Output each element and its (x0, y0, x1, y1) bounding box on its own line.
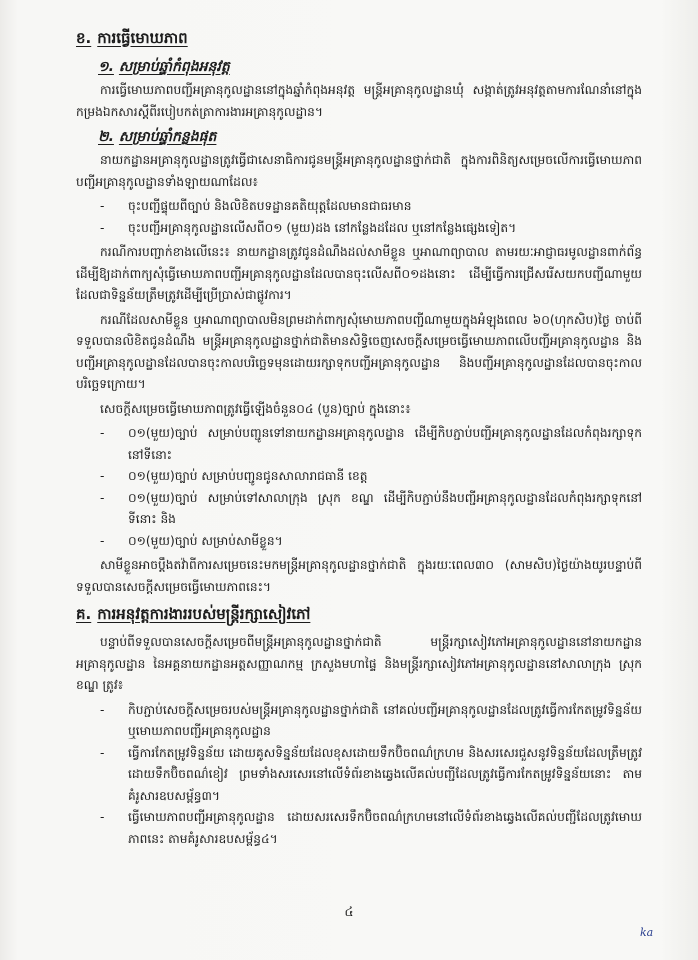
corner-initials: ka (640, 926, 654, 939)
list-item: - ០១(មួយ)ច្បាប់ សម្រាប់បញ្ជូនជូនសាលារាជធានី ខេត្ត (100, 469, 368, 483)
list-item: - ០១(មួយ)ច្បាប់ សម្រាប់ទៅសាលាក្រុង ស្រុក ខណ្ឌ ដើម្បីកិបភ្ជាប់នឹងបញ្ជីអគ្រានុកូលដ្ឋានដែលកំពុងរក្សាទុកនៅទីនោះ និង (100, 490, 642, 526)
list-item-text: ០១(មួយ)ច្បាប់ សម្រាប់ទៅសាលាក្រុង ស្រុក ខណ្ឌ ដើម្បីកិបភ្ជាប់នឹងបញ្ជីអគ្រានុកូលដ្ឋានដែលកំពុងរក្សាទុកនៅទីនោះ និង (128, 490, 642, 526)
list-item: - ចុះបញ្ជីផ្ទុយពីច្បាប់ និងលិខិតបទដ្ឋានគតិយុត្តដែលមានជាធរមាន (100, 199, 412, 213)
section-b-title: ការធ្វើមោឃភាព (97, 29, 188, 47)
subsection-2-bullets-1 (76, 196, 642, 239)
list-item: - កិបភ្ជាប់សេចក្តីសម្រេចរបស់មន្ត្រីអគ្រានុកូលដ្ឋានថ្នាក់ជាតិ នៅគល់បញ្ជីអគ្រានុកូលដ្ឋានដែលត្រូវធ្វើការកែតម្រូវទិន្នន័យ ឬមោឃភាពបញ្ជីអគ្រានុកូលដ្ឋាន (100, 702, 642, 738)
list-item: - ០១(មួយ)ច្បាប់ សម្រាប់សាមីខ្លួន។ (100, 533, 283, 548)
section-c-bullets (76, 700, 642, 851)
section-c-heading (76, 602, 642, 626)
subsection-1-heading (98, 56, 642, 78)
document-body (76, 26, 642, 853)
subsection-2-number: ២. (98, 129, 114, 145)
section-c-number: គ. (76, 605, 92, 623)
list-item-text: ធ្វើមោឃភាពបញ្ជីអគ្រានុកូលដ្ឋាន ដោយសរសេរទឹកប៊ិចពណ៌ក្រហមនៅលើទំព័រខាងឆ្វេងលើគល់បញ្ជីដែលត្រូវមោឃភាពនេះ តាមគំរូសារឧបសម្ព័ន្ធ៤។ (128, 810, 642, 846)
list-item: - ធ្វើមោឃភាពបញ្ជីអគ្រានុកូលដ្ឋាន ដោយសរសេរទឹកប៊ិចពណ៌ក្រហមនៅលើទំព័រខាងឆ្វេងលើគល់បញ្ជីដែលត្រូវមោឃភាពនេះ តាមគំរូសារឧបសម្ព័ន្ធ៤។ (100, 810, 642, 846)
section-c-title: ការអនុវត្តការងាររបស់មន្ត្រីរក្សាសៀវភៅ (97, 605, 311, 623)
subsection-1-number: ១. (98, 59, 114, 75)
section-b-number: ខ. (76, 29, 92, 47)
list-item: - ០១(មួយ)ច្បាប់ សម្រាប់បញ្ជូនទៅនាយកដ្ឋានអគ្រានុកូលដ្ឋាន ដើម្បីកិបភ្ជាប់បញ្ជីអគ្រានុកូលដ្ឋានដែលកំពុងរក្សាទុកនៅទីនោះ (100, 426, 642, 462)
subsection-2-paragraph-4: សេចក្តីសម្រេចធ្វើមោឃភាពត្រូវធ្វើឡើងចំនួន០៤ (បួន)ច្បាប់ ក្នុងនោះ៖ (100, 401, 411, 416)
list-item-text: កិបភ្ជាប់សេចក្តីសម្រេចរបស់មន្ត្រីអគ្រានុកូលដ្ឋានថ្នាក់ជាតិ នៅគល់បញ្ជីអគ្រានុកូលដ្ឋានដែលត្រូវធ្វើការកែតម្រូវទិន្នន័យ ឬមោឃភាពបញ្ជីអគ្រានុកូលដ្ឋាន (128, 702, 642, 738)
subsection-2-paragraph-3: ករណីដែលសាមីខ្លួន ឬអាណាព្យាបាលមិនព្រមដាក់ពាក្យសុំមោឃភាពបញ្ជីណាមួយក្នុងអំឡុងពេល ៦០(ហុកសិប)ថ្ងៃ ចាប់ពីទទួលបានលិខិតជូនដំណឹង មន្ត្រីអគ្រានុកូលដ្ឋានថ្នាក់ជាតិមានសិទ្ធិចេញសេចក្តីសម្រេចធ្វើមោឃភាពលើបញ្ជីអគ្រានុកូលដ្ឋាន និងបញ្ជីអគ្រានុកូលដ្ឋានដែលបានចុះកាលបរិច្ឆេទមុនដោយរក្សាទុកបញ្ជីអគ្រានុកូលដ្ឋាន និងបញ្ជីអគ្រានុកូលដ្ឋានដែលបានចុះកាលបរិច្ឆេទក្រោយ។ (76, 312, 642, 391)
page-number: ៤ (344, 905, 354, 920)
subsection-2-paragraph-5: សាមីខ្លួនអាចប្តឹងតវ៉ាពីការសម្រេចនេះមកមន្ត្រីអគ្រានុកូលដ្ឋានថ្នាក់ជាតិ ក្នុងរយៈពេល៣០ (សាមសិប)ថ្ងៃយ៉ាងយូរបន្ទាប់ពីទទួលបានសេចក្តីសម្រេចធ្វើមោឃភាពនេះ។ (76, 558, 642, 594)
subsection-2-heading (98, 126, 642, 148)
subsection-2-paragraph-2: ករណីការបញ្ជាក់ខាងលើនេះ៖ នាយកដ្ឋានត្រូវជូនដំណឹងដល់សាមីខ្លួន ឬអាណាព្យាបាល តាមរយៈអាជ្ញាធរមូលដ្ឋានពាក់ព័ន្ធ ដើម្បីឱ្យដាក់ពាក្យសុំធ្វើមោឃភាពបញ្ជីអគ្រានុកូលដ្ឋានដែលបានចុះលើសពី០១ដងនោះ ដើម្បីធ្វើការជ្រើសរើសយកបញ្ជីណាមួយដែលជាទិន្នន័យត្រឹមត្រូវដើម្បីប្រើប្រាស់ជាផ្លូវការ។ (76, 245, 642, 302)
subsection-1-paragraph: ការធ្វើមោឃភាពបញ្ជីអគ្រានុកូលដ្ឋាននៅក្នុងឆ្នាំកំពុងអនុវត្ត មន្ត្រីអគ្រានុកូលដ្ឋានឃុំ សង្កាត់ត្រូវអនុវត្តតាមការណែនាំនៅក្នុងកម្រងឯកសារស្តីពីរបៀបកត់ត្រាការងារអគ្រានុកូលដ្ឋាន។ (76, 83, 642, 119)
section-b-heading (76, 26, 642, 50)
list-item: - ធ្វើការកែតម្រូវទិន្នន័យ ដោយគូសទិន្នន័យដែលខុសដោយទឹកប៊ិចពណ៌ក្រហម និងសរសេរជួសនូវទិន្នន័យដែលត្រឹមត្រូវដោយទឹកប៊ិចពណ៌ខៀវ ព្រមទាំងសរសេរនៅលើទំព័រខាងឆ្វេងលើគល់បញ្ជីដែលត្រូវធ្វើការកែតម្រូវទិន្នន័យនោះ តាមគំរូសារឧបសម្ព័ន្ធ៣។ (100, 745, 642, 803)
list-item: - ចុះបញ្ជីអគ្រានុកូលដ្ឋានលើសពី០១ (មួយ)ដង នៅកន្លែងដដែល ឬនៅកន្លែងផ្សេងទៀត។ (100, 220, 517, 235)
subsection-2-title: សម្រាប់ឆ្នាំកន្លងផុត (118, 129, 217, 145)
list-item-text: ០១(មួយ)ច្បាប់ សម្រាប់បញ្ជូនជូនសាលារាជធានី ខេត្ត (128, 469, 368, 483)
list-item-text: ចុះបញ្ជីអគ្រានុកូលដ្ឋានលើសពី០១ (មួយ)ដង នៅកន្លែងដដែល ឬនៅកន្លែងផ្សេងទៀត។ (128, 220, 517, 235)
list-item-text: ចុះបញ្ជីផ្ទុយពីច្បាប់ និងលិខិតបទដ្ឋានគតិយុត្តដែលមានជាធរមាន (128, 199, 412, 213)
subsection-1-title: សម្រាប់ឆ្នាំកំពុងអនុវត្ត (118, 59, 230, 75)
section-c-paragraph: បន្ទាប់ពីទទួលបានសេចក្តីសម្រេចពីមន្ត្រីអគ្រានុកូលដ្ឋានថ្នាក់ជាតិ មន្ត្រីរក្សាសៀវភៅអគ្រានុកូលដ្ឋាននៅនាយកដ្ឋានអគ្រានុកូលដ្ឋាន នៃអគ្គនាយកដ្ឋានអត្តសញ្ញាណកម្ម ក្រសួងមហាផ្ទៃ និងមន្ត្រីរក្សាសៀវភៅអគ្រានុកូលដ្ឋាននៅសាលាក្រុង ស្រុក ខណ្ឌ ត្រូវ៖ (76, 635, 642, 692)
list-item-text: ០១(មួយ)ច្បាប់ សម្រាប់បញ្ជូនទៅនាយកដ្ឋានអគ្រានុកូលដ្ឋាន ដើម្បីកិបភ្ជាប់បញ្ជីអគ្រានុកូលដ្ឋានដែលកំពុងរក្សាទុកនៅទីនោះ (128, 426, 642, 462)
subsection-2-bullets-2 (76, 423, 642, 552)
list-item-text: ធ្វើការកែតម្រូវទិន្នន័យ ដោយគូសទិន្នន័យដែលខុសដោយទឹកប៊ិចពណ៌ក្រហម និងសរសេរជួសនូវទិន្នន័យដែលត្រឹមត្រូវដោយទឹកប៊ិចពណ៌ខៀវ ព្រមទាំងសរសេរនៅលើទំព័រខាងឆ្វេងលើគល់បញ្ជីដែលត្រូវធ្វើការកែតម្រូវទិន្នន័យនោះ តាមគំរូសារឧបសម្ព័ន្ធ៣។ (128, 745, 642, 803)
subsection-2-paragraph-1: នាយកដ្ឋានអគ្រានុកូលដ្ឋានត្រូវធ្វើជាសេនាធិការជូនមន្ត្រីអគ្រានុកូលដ្ឋានថ្នាក់ជាតិ ក្នុងការពិនិត្យសម្រេចលើការធ្វើមោឃភាពបញ្ជីអគ្រានុកូលដ្ឋានទាំងឡាយណាដែល៖ (76, 153, 642, 189)
list-item-text: ០១(មួយ)ច្បាប់ សម្រាប់សាមីខ្លួន។ (128, 533, 283, 548)
